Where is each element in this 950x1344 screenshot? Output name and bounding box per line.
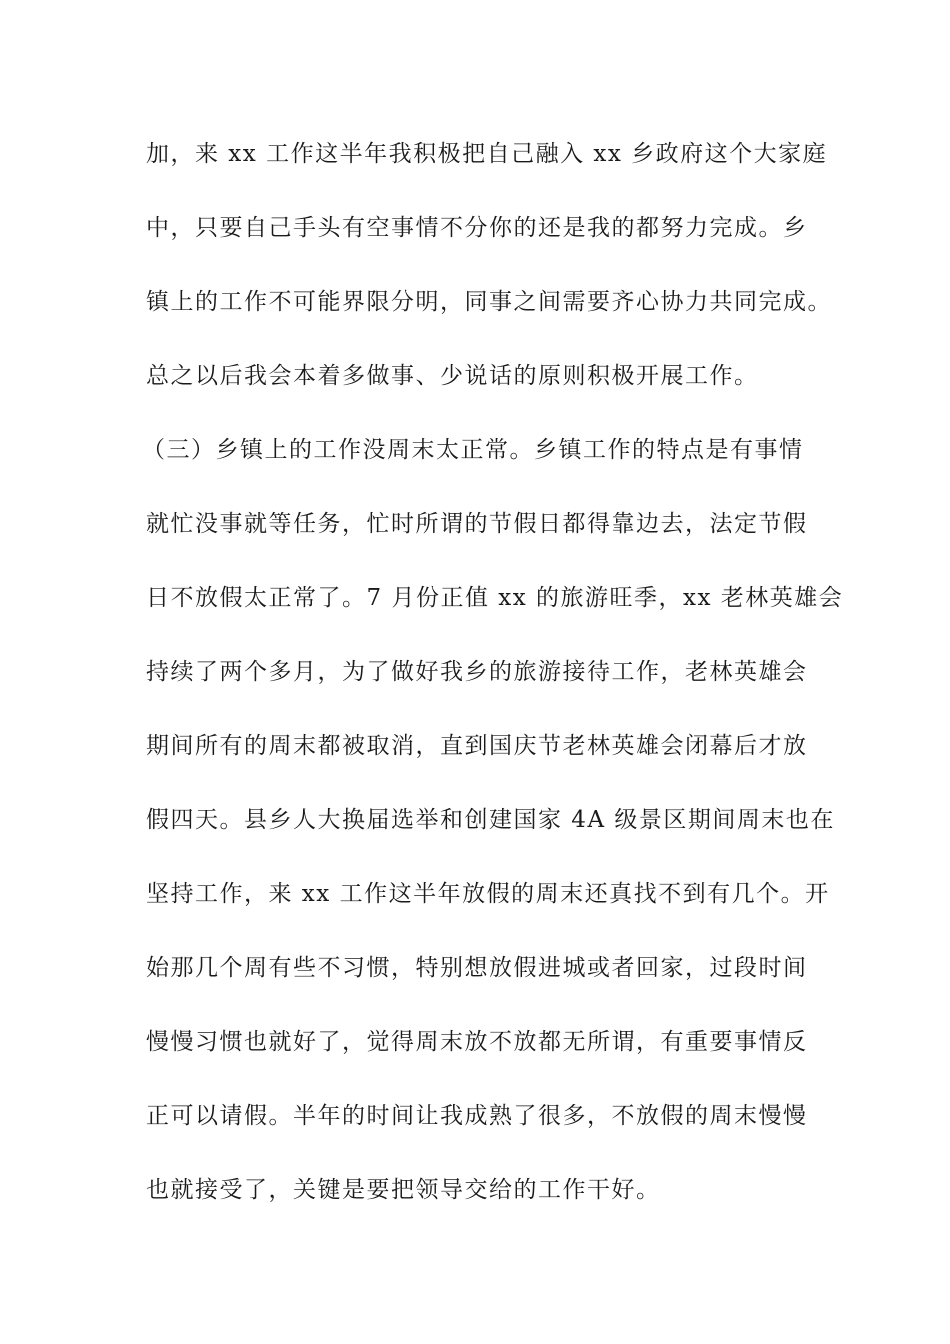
body-text [142, 132, 844, 1242]
text-line-10: 假四天。县乡人大换届选举和创建国家 4A 级景区期间周末也在 [146, 807, 835, 833]
text-line-7: 日不放假太正常了。7 月份正值 xx 的旅游旺季，xx 老林英雄会 [146, 585, 844, 611]
text-line-13: 慢慢习惯也就好了，觉得周末放不放都无所谓，有重要事情反 [146, 1029, 808, 1055]
text-line-14: 正可以请假。半年的时间让我成熟了很多，不放假的周末慢慢 [146, 1103, 808, 1129]
text-line-4: 总之以后我会本着多做事、少说话的原则积极开展工作。 [146, 363, 759, 389]
text-line-9: 期间所有的周末都被取消，直到国庆节老林英雄会闭幕后才放 [146, 733, 808, 759]
text-line-12: 始那几个周有些不习惯，特别想放假进城或者回家，过段时间 [146, 955, 808, 981]
text-line-11: 坚持工作，来 xx 工作这半年放假的周末还真找不到有几个。开 [146, 881, 830, 907]
section-heading-line: （三）乡镇上的工作没周末太正常。乡镇工作的特点是有事情 [142, 437, 804, 463]
text-line-6: 就忙没事就等任务，忙时所谓的节假日都得靠边去，法定节假 [146, 511, 808, 537]
text-line-15: 也就接受了，关键是要把领导交给的工作干好。 [146, 1177, 661, 1203]
text-line-8: 持续了两个多月，为了做好我乡的旅游接待工作，老林英雄会 [146, 659, 808, 685]
text-line-1: 加，来 xx 工作这半年我积极把自己融入 xx 乡政府这个大家庭 [146, 141, 828, 167]
text-line-2: 中，只要自己手头有空事情不分你的还是我的都努力完成。乡 [146, 215, 808, 241]
text-line-3: 镇上的工作不可能界限分明，同事之间需要齐心协力共同完成。 [146, 289, 832, 315]
